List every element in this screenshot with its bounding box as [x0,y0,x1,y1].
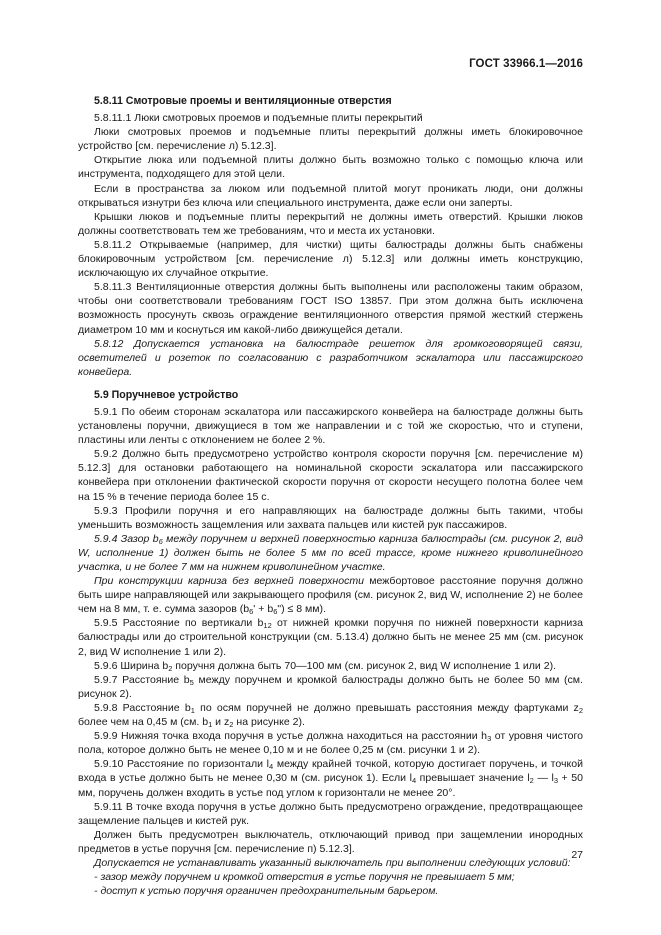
paragraph-5-9-3: 5.9.3 Профили поручня и его направляющих на балюстраде должны быть такими, чтобы уменьшить возможность защемления или захвата пальцев или кистей рук пассажиров. [78,504,583,531]
paragraph-5-9-4-note: При конструкции карниза без верхней поверхности межбортовое расстояние поручня должно быть шире направляющей или закрывающего профиля (см. рисунок 2, вид W, исполнение 2) не более чем на 8 мм, т. е. сумма зазоров ($b_6'$ + $b_6") \le 8$ мм). [78,575,583,617]
paragraph-5-9-9: 5.9.9 Нижняя точка входа поручня в устье должна находиться на расстоянии $h_3$ от уровня чистого пола, которое должно быть не менее 0,10 м и не более 0,25 м (см. рисунки 1 и 2). [78,730,584,757]
paragraph: Люки смотровых проемов и подъемные плиты перекрытий должны иметь блокировочное устройство [см. перечисление л) 5.12.3]. [78,126,583,153]
paragraph: Должен быть предусмотрен выключатель, отключающий привод при защемлении инородных предметов в устье поручня [см. перечисление п) 5.12.3]. [78,828,583,855]
paragraph: Если в пространства за люком или подъемной плитой могут проникать люди, они должны открываться изнутри без ключа или специального инструмента, даже если они заперты. [78,182,583,209]
paragraph-5-9-11: 5.9.11 В точке входа поручня в устье должно быть предусмотрено ограждение, предотвращающее защемление пальцев и кистей рук. [78,800,583,827]
paragraph-5-8-11-2: 5.8.11.2 Открываемые (например, для чистки) щиты балюстрады должны быть снабжены блокировочным устройством [см. перечисление л) 5.12.3] или должны иметь конструкцию, исключающую их случайное открытие. [78,238,583,280]
paragraph-5-9-7: 5.9.7 Расстояние $b_5$ между поручнем и кромкой балюстрады должно быть не более 50 мм (см. рисунок 2). [78,673,583,700]
paragraph-5-9-5: 5.9.5 Расстояние по вертикали $b_{12}$ от нижней кромки поручня по нижней поверхности карниза балюстрады или до строительной конструкции (см. 5.13.4) должно быть не менее 25 мм (см. рисунок 2, вид W исполнение 1 или 2). [78,617,583,658]
section-heading-5-9: 5.9 Поручневое устройство [94,388,239,401]
paragraph-5-9-1: 5.9.1 По обеим сторонам эскалатора или пассажирского конвейера на балюстраде должны быть установлены поручни, движущиеся в том же направлении и с той же скоростью, что и ступени, пластины или ленты с отклонением не более 2 %. [78,405,583,447]
paragraph-5-9-2: 5.9.2 Должно быть предусмотрено устройство контроля скорости поручня [см. перечисление м) 5.12.3] для остановки работающего на номинальной скорости эскалатора или пассажирского конвейера при отклонении фактической скорости поручня от скорости несущего полотна более чем на 15 % в течение периода более 15 с. [78,448,583,503]
list-item: - зазор между поручнем и кромкой отверстия в устье поручня не превышает 5 мм; [94,871,515,884]
paragraph-5-8-11-3: 5.8.11.3 Вентиляционные отверстия должны быть выполнены или расположены таким образом, чтобы они соответствовали требованиям ГОСТ ISO 13857. При этом должна быть исключена возможность просунуть сквозь ограждение вентиляционного отверстия прямой жесткий стержень диаметром 10 мм и коснуться им какой-либо движущейся детали. [78,281,583,336]
paragraph: Открытие люка или подъемной плиты должно быть возможно только с помощью ключа или инструмента, подходящего для этой цели. [78,154,583,181]
paragraph-5-8-11-1: 5.8.11.1 Люки смотровых проемов и подъемные плиты перекрытий [94,112,423,125]
document-standard-id: ГОСТ 33966.1—2016 [469,58,583,70]
paragraph: Крышки люков и подъемные плиты перекрытий не должны иметь отверстий. Крышки люков должны соответствовать тем же требованиям, что и места их установки. [78,210,583,237]
paragraph-5-9-8: 5.9.8 Расстояние $b_1$ по осям поручней не должно превышать расстояния между фартуками $z_2$ более чем на 0,45 м (см. $b_1$ и $z_2$ на рисунке 2). [78,701,583,730]
paragraph-5-9-4: 5.9.4 Зазор $b_6$ между поручнем и верхней поверхностью карниза балюстрады (см. рисунок 2, вид W, исполнение 1) должен быть не более 5 мм по всей трассе, кроме нижнего криволинейного участка, и не более 7 мм на нижнем криволинейном участке. [78,532,584,573]
paragraph-5-9-10: 5.9.10 Расстояние по горизонтали $l_4$ между крайней точкой, которую достигает поручень, и точкой входа в устье должно быть не менее 0,30 м (см. рисунок 1). Если $l_4$ превышает значение $l_2$ — $l_3 + 50$ мм, поручень должен входить в устье под углом к горизонтали не менее 20°. [78,758,583,799]
paragraph-5-9-6: 5.9.6 Ширина $b_2$ поручня должна быть 70—100 мм (см. рисунок 2, вид W исполнение 1 или 2). [94,659,557,673]
paragraph-note: Допускается не устанавливать указанный выключатель при выполнении следующих условий: [94,856,571,869]
list-item: - доступ к устью поручня органичен предохранительным барьером. [94,885,439,898]
page-number: 27 [571,849,583,861]
document-body [78,94,583,898]
paragraph-5-8-12: 5.8.12 Допускается установка на балюстраде решеток для громкоговорящей связи, осветителей и розеток по согласованию с разработчиком эскалатора или пассажирского конвейера. [78,337,583,378]
section-heading-5-8-11: 5.8.11 Смотровые проемы и вентиляционные отверстия [94,95,392,107]
